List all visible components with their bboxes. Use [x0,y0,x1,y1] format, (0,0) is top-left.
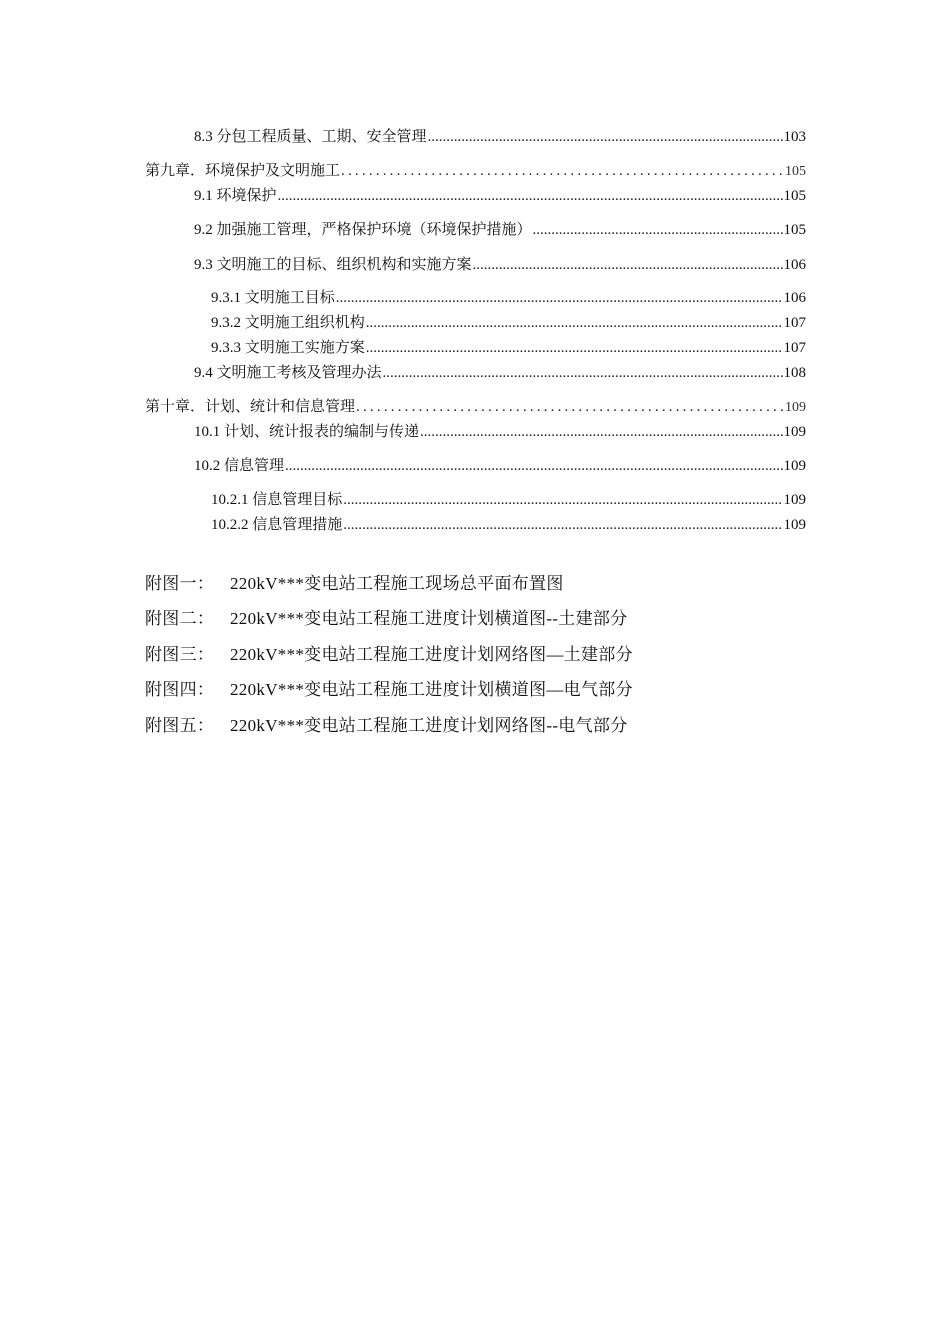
appendix-title: 220kV***变电站工程施工进度计划横道图—电气部分 [230,680,633,699]
toc-entry-title: 9.3.3 文明施工实施方案 [211,340,365,356]
appendix-label: 附图四： [145,680,215,699]
appendix-label: 附图一： [145,574,215,593]
toc-entry-page: 105 [785,164,806,179]
appendix-item-2 [145,609,628,629]
toc-entry-title: 9.2 加强施工管理，严格保护环境（环境保护措施） [194,222,532,238]
toc-entry-page: 105 [783,222,806,238]
toc-entry-page: 103 [783,129,806,145]
toc-leader-dots [428,128,783,146]
toc-entry-page: 109 [783,517,806,533]
toc-entry-page: 107 [783,315,806,331]
toc-leader-dots [343,516,782,534]
toc-entry-9-3-2[interactable] [211,314,806,332]
toc-entry-title: 9.3 文明施工的目标、组织机构和实施方案 [194,257,472,273]
toc-leader-dots [533,221,783,239]
toc-leader-dots [278,187,783,205]
appendix-item-4 [145,680,633,700]
toc-entry-title: 9.1 环境保护 [194,188,277,204]
toc-entry-8-3[interactable] [194,128,806,146]
toc-entry-page: 108 [783,365,806,381]
toc-entry-10-2[interactable] [194,457,806,475]
appendix-title: 220kV***变电站工程施工现场总平面布置图 [230,574,564,593]
toc-entry-10-1[interactable] [194,423,806,441]
toc-leader-dots [285,457,782,475]
appendix-title: 220kV***变电站工程施工进度计划横道图--土建部分 [230,609,628,628]
toc-entry-page: 109 [783,458,806,474]
toc-entry-10-2-1[interactable] [211,491,806,509]
toc-entry-9-3[interactable] [194,256,806,274]
toc-entry-title: 9.3.2 文明施工组织机构 [211,315,365,331]
toc-entry-page: 106 [783,257,806,273]
toc-entry-page: 109 [783,424,806,440]
toc-leader-dots [341,162,784,180]
toc-leader-dots [420,423,782,441]
toc-entry-page: 106 [783,290,806,306]
toc-entry-9-3-1[interactable] [211,289,806,307]
toc-chapter-10[interactable] [145,398,806,417]
toc-entry-9-3-3[interactable] [211,339,806,357]
toc-entry-page: 105 [783,188,806,204]
toc-entry-title: 10.2.2 信息管理措施 [211,517,343,533]
toc-entry-title: 第九章．环境保护及文明施工 [145,163,341,179]
appendix-label: 附图二： [145,609,215,628]
appendix-title: 220kV***变电站工程施工进度计划网络图--电气部分 [230,716,628,735]
toc-leader-dots [343,491,782,509]
toc-leader-dots [366,314,783,332]
toc-entry-9-2[interactable] [194,221,806,239]
appendix-item-3 [145,645,633,665]
toc-entry-title: 9.3.1 文明施工目标 [211,290,335,306]
toc-leader-dots [383,364,783,382]
toc-entry-title: 10.2 信息管理 [194,458,285,474]
toc-entry-10-2-2[interactable] [211,516,806,534]
toc-entry-9-4[interactable] [194,364,806,382]
toc-entry-title: 10.1 计划、统计报表的编制与传递 [194,424,420,440]
toc-entry-9-1[interactable] [194,187,806,205]
toc-entry-page: 109 [785,400,806,415]
toc-leader-dots [366,339,783,357]
appendix-label: 附图三： [145,645,215,664]
toc-entry-title: 10.2.1 信息管理目标 [211,492,343,508]
toc-entry-title: 9.4 文明施工考核及管理办法 [194,365,382,381]
appendix-item-5 [145,716,628,736]
appendix-label: 附图五： [145,716,215,735]
toc-entry-title: 8.3 分包工程质量、工期、安全管理 [194,129,427,145]
toc-leader-dots [473,256,783,274]
toc-entry-page: 109 [783,492,806,508]
toc-chapter-9[interactable] [145,162,806,181]
toc-entry-title: 第十章．计划、统计和信息管理 [145,399,356,415]
toc-leader-dots [336,289,783,307]
appendix-title: 220kV***变电站工程施工进度计划网络图—土建部分 [230,645,633,664]
toc-leader-dots [356,398,784,416]
toc-entry-page: 107 [783,340,806,356]
appendix-item-1 [145,574,564,594]
